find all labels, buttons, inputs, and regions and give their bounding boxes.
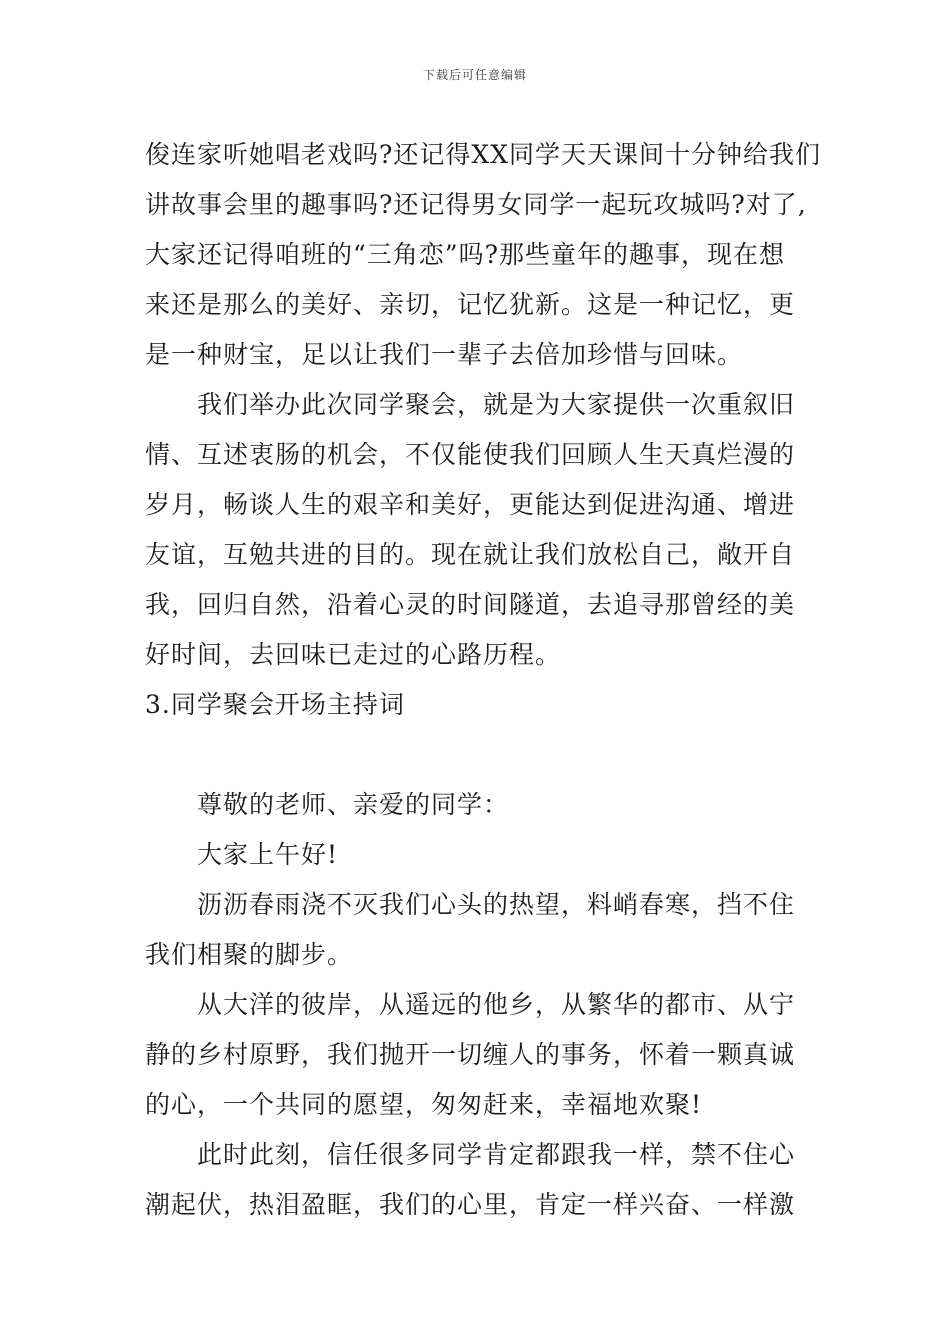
text-line: 情、互述衷肠的机会，不仅能使我们回顾人生天真烂漫的 [145,440,796,469]
salutation [145,780,810,830]
text-line: 潮起伏，热泪盈眶，我们的心里，肯定一样兴奋、一样激 [145,1190,796,1219]
text-line: 我们举办此次同学聚会，就是为大家提供一次重叙旧 [197,390,796,419]
text-line: 沥沥春雨浇不灭我们心头的热望，料峭春寒，挡不住 [197,890,796,919]
paragraph-3 [145,880,810,980]
text-line: 俊连家听她唱老戏吗?还记得XX同学天天课间十分钟给我们 [145,140,822,169]
text-line: 讲故事会里的趣事吗?还记得男女同学一起玩攻城吗?对了, [145,190,807,219]
text-line: 友谊，互勉共进的目的。现在就让我们放松自己，敞开自 [145,540,796,569]
text-line: 大家还记得咱班的“三角恋”吗?那些童年的趣事，现在想 [145,240,785,269]
paragraph-5 [145,1130,810,1230]
section-heading [145,680,810,730]
text-line: 岁月，畅谈人生的艰辛和美好，更能达到促进沟通、增进 [145,490,796,519]
text-line: 此时此刻，信任很多同学肯定都跟我一样，禁不住心 [197,1140,796,1169]
paragraph-2 [145,380,810,680]
paragraph-4 [145,980,810,1130]
greeting-text: 大家上午好! [197,840,339,869]
text-line: 是一种财宝，足以让我们一辈子去倍加珍惜与回味。 [145,340,744,369]
section-heading-text: 3.同学聚会开场主持词 [145,690,405,719]
salutation-text: 尊敬的老师、亲爱的同学： [197,790,510,819]
paragraph-1 [145,130,822,380]
text-line: 来还是那么的美好、亲切，记忆犹新。这是一种记忆，更 [145,290,796,319]
text-line: 的心，一个共同的愿望，匆匆赶来，幸福地欢聚! [145,1090,703,1119]
greeting [145,830,810,880]
document-body [145,130,822,1230]
page-header-note: 下载后可任意编辑 [422,68,527,82]
blank-line [145,730,810,780]
text-line: 静的乡村原野，我们抛开一切缠人的事务，怀着一颗真诚 [145,1040,796,1069]
text-line: 从大洋的彼岸，从遥远的他乡，从繁华的都市、从宁 [197,990,796,1019]
text-line: 好时间，去回味已走过的心路历程。 [145,640,562,669]
text-line: 我，回归自然，沿着心灵的时间隧道，去追寻那曾经的美 [145,590,796,619]
text-line: 我们相聚的脚步。 [145,940,354,969]
